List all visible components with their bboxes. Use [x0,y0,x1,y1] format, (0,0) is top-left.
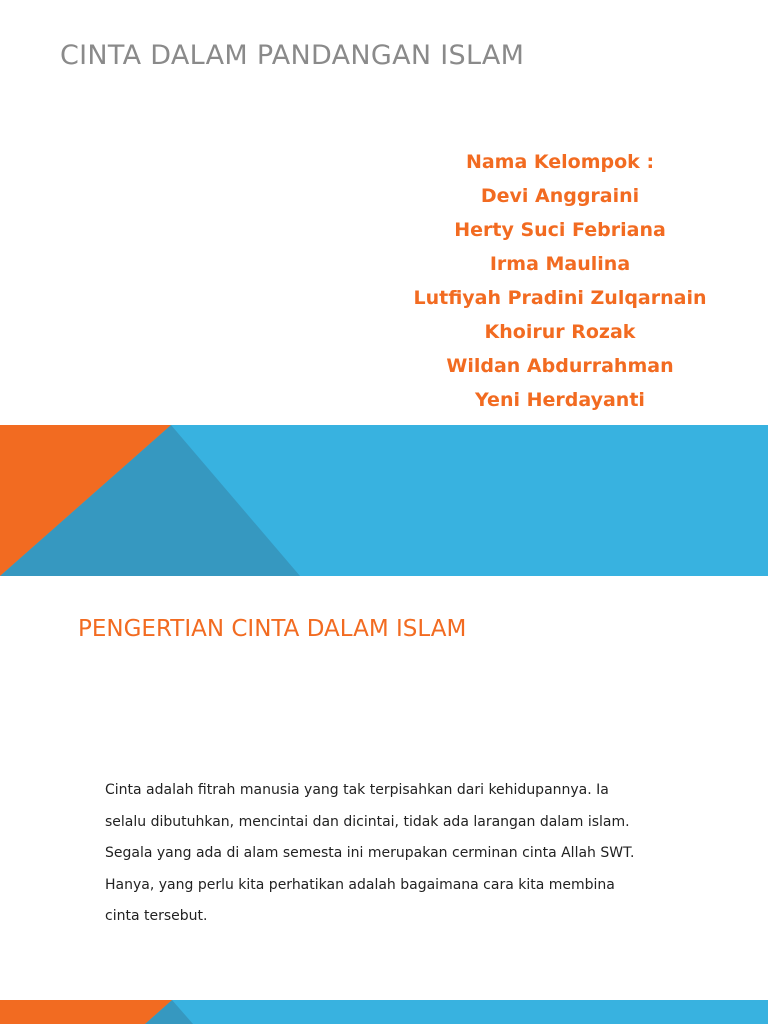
member-name: Herty Suci Febriana [454,219,666,241]
decorative-banner-bottom [0,1000,768,1024]
member-name: Irma Maulina [489,253,631,275]
banner-graphic [0,425,768,576]
section-title: PENGERTIAN CINTA DALAM ISLAM [78,616,467,642]
member-name: Lutfiyah Pradini Zulqarnain [413,287,707,309]
banner-orange-triangle [0,1000,172,1024]
body-line: Cinta adalah fitrah manusia yang tak terpisahkan dari kehidupannya. Ia [105,782,609,798]
body-line: Hanya, yang perlu kita perhatikan adalah bagaimana cara kita membina [105,876,615,893]
body-line: cinta tersebut. [105,908,208,924]
body-paragraph [105,775,705,933]
member-name: Wildan Abdurrahman [446,355,674,377]
member-list-heading: Nama Kelompok : [465,151,655,173]
member-name: Devi Anggraini [480,185,640,207]
decorative-banner [0,425,768,576]
member-name: Yeni Herdayanti [475,389,645,411]
body-line: selalu dibutuhkan, mencintai dan dicintai, tidak ada larangan dalam islam. [105,813,630,830]
member-list [390,145,730,417]
slide-title: CINTA DALAM PANDANGAN ISLAM [60,40,525,71]
member-name: Khoirur Rozak [484,321,636,343]
banner-graphic-bottom [0,1000,768,1024]
body-line: Segala yang ada di alam semesta ini merupakan cerminan cinta Allah SWT. [105,845,635,861]
